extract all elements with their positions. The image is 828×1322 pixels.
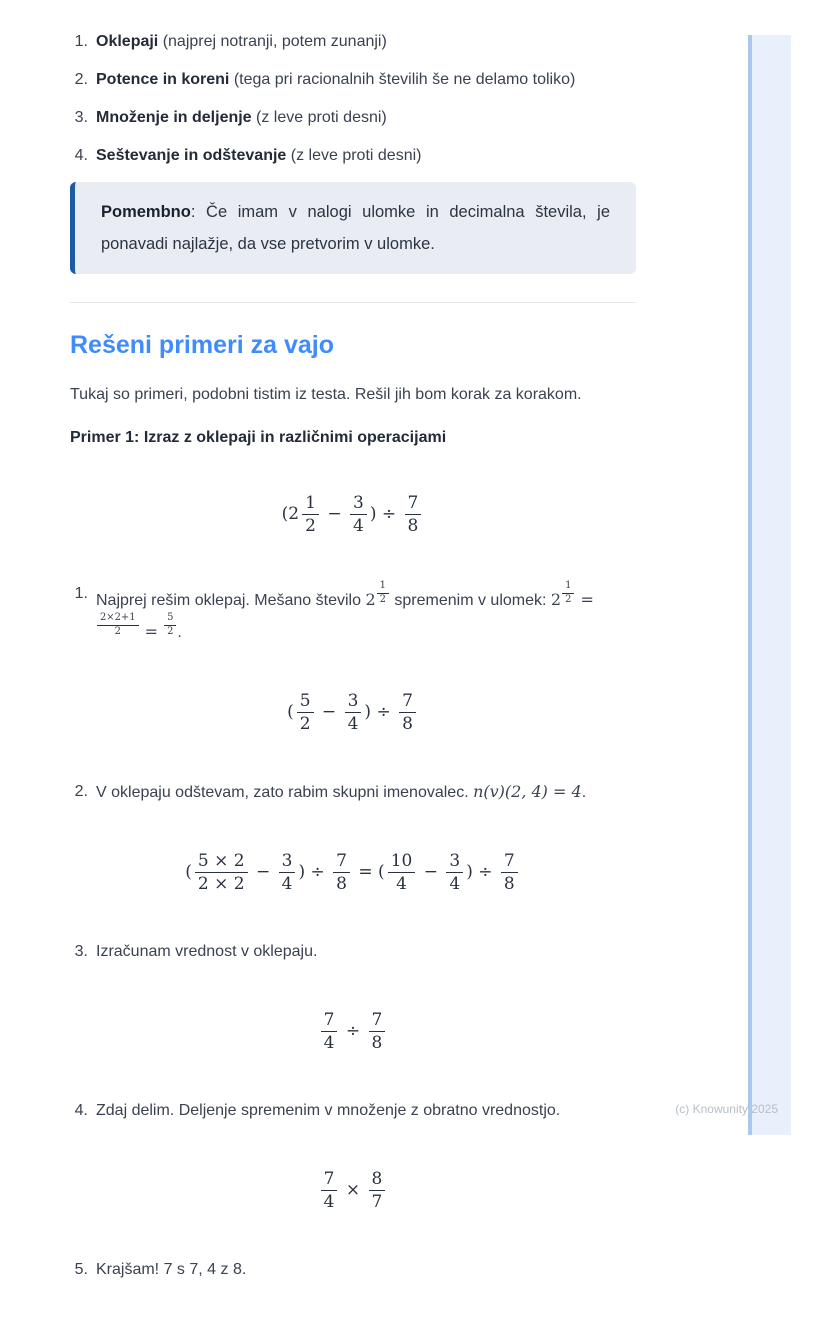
list-marker: 2.	[74, 783, 88, 801]
list-marker: 5.	[74, 1261, 88, 1279]
rule-text	[96, 30, 387, 54]
solution-step	[70, 939, 636, 964]
rule-note: (najprej notranji, potem zunanji)	[158, 33, 387, 50]
step-text: Krajšam! 7 s 7, 4 z 8.	[96, 1261, 247, 1279]
list-marker: 1.	[74, 33, 88, 50]
list-marker: 2.	[74, 71, 88, 88]
copyright-watermark: (c) Knowunity 2025	[675, 1102, 778, 1116]
list-item	[70, 144, 636, 168]
rule-term: Množenje in deljenje	[96, 109, 252, 126]
solution-step	[70, 779, 636, 805]
step-text: Najprej rešim oklepaj. Mešano število 2 $\frac{1}{2}$ spremenim v ulomek: 2 $\frac{1}{2}$ = $\frac{2\times 2+1}{2}$ = $\frac{5}{2}$ .	[96, 580, 594, 642]
display-formula-3: ( $\frac{5 \times 2}{2 \times 2}$ − $\frac{3}{4}$ ) ÷ $\frac{7}{8}$ = ( $\frac{10}{4}$ − $\frac{3}{4}$ ) ÷ $\frac{7}{8}$	[70, 847, 636, 897]
rule-term: Oklepaji	[96, 33, 159, 50]
document-page	[70, 0, 636, 1322]
list-marker: 3.	[74, 943, 88, 961]
rule-text	[96, 106, 387, 130]
callout-body: Če imam v nalogi ulomke in decimalna števila, je ponavadi najlažje, da vse pretvorim v ulomke.	[101, 203, 610, 253]
list-marker: 4.	[74, 147, 88, 164]
section-heading: Rešeni primeri za vajo	[70, 331, 335, 359]
list-marker: 1.	[74, 585, 88, 602]
section-intro: Tukaj so primeri, podobni tistim iz testa. Rešil jih bom korak za korakom.	[70, 386, 582, 403]
solution-step	[70, 1257, 636, 1282]
list-item	[70, 106, 636, 130]
rule-term: Seštevanje in odštevanje	[96, 147, 287, 164]
list-marker: 4.	[74, 1102, 88, 1120]
rule-note: (tega pri racionalnih številih še ne delamo toliko)	[229, 71, 576, 88]
section-divider	[70, 302, 636, 303]
display-formula-4: $\frac{7}{4}$ ÷ $\frac{7}{8}$	[70, 1006, 636, 1056]
callout-separator: :	[190, 203, 207, 221]
display-formula-5: $\frac{7}{4}$ × $\frac{8}{7}$	[70, 1165, 636, 1215]
list-marker: 3.	[74, 109, 88, 126]
display-formula-2: ( $\frac{5}{2}$ − $\frac{3}{4}$ ) ÷ $\frac{7}{8}$	[70, 687, 636, 737]
rules-list	[70, 30, 636, 168]
scrollbar-track[interactable]	[748, 35, 791, 1135]
rule-note: (z leve proti desni)	[251, 109, 387, 126]
step-text: Zdaj delim. Deljenje spremenim v množenje z obratno vrednostjo.	[96, 1102, 561, 1120]
list-item	[70, 30, 636, 54]
solution-step	[70, 581, 636, 645]
solution-step	[70, 1098, 636, 1123]
callout-text	[101, 196, 610, 260]
step-text: Izračunam vrednost v oklepaju.	[96, 943, 318, 961]
list-item	[70, 68, 636, 92]
rule-text	[96, 144, 421, 168]
rule-text	[96, 68, 575, 92]
display-formula-1: (2 $\frac{1}{2}$ − $\frac{3}{4}$ ) ÷ $\frac{7}{8}$	[70, 489, 636, 539]
step-text: V oklepaju odštevam, zato rabim skupni imenovalec. n(v)(2, 4) = 4.	[96, 782, 587, 802]
rule-note: (z leve proti desni)	[286, 147, 422, 164]
callout-title: Pomembno	[101, 203, 191, 221]
rule-term: Potence in koreni	[96, 71, 230, 88]
important-callout	[70, 182, 636, 274]
example-title: Primer 1: Izraz z oklepaji in različnimi operacijami	[70, 429, 447, 446]
